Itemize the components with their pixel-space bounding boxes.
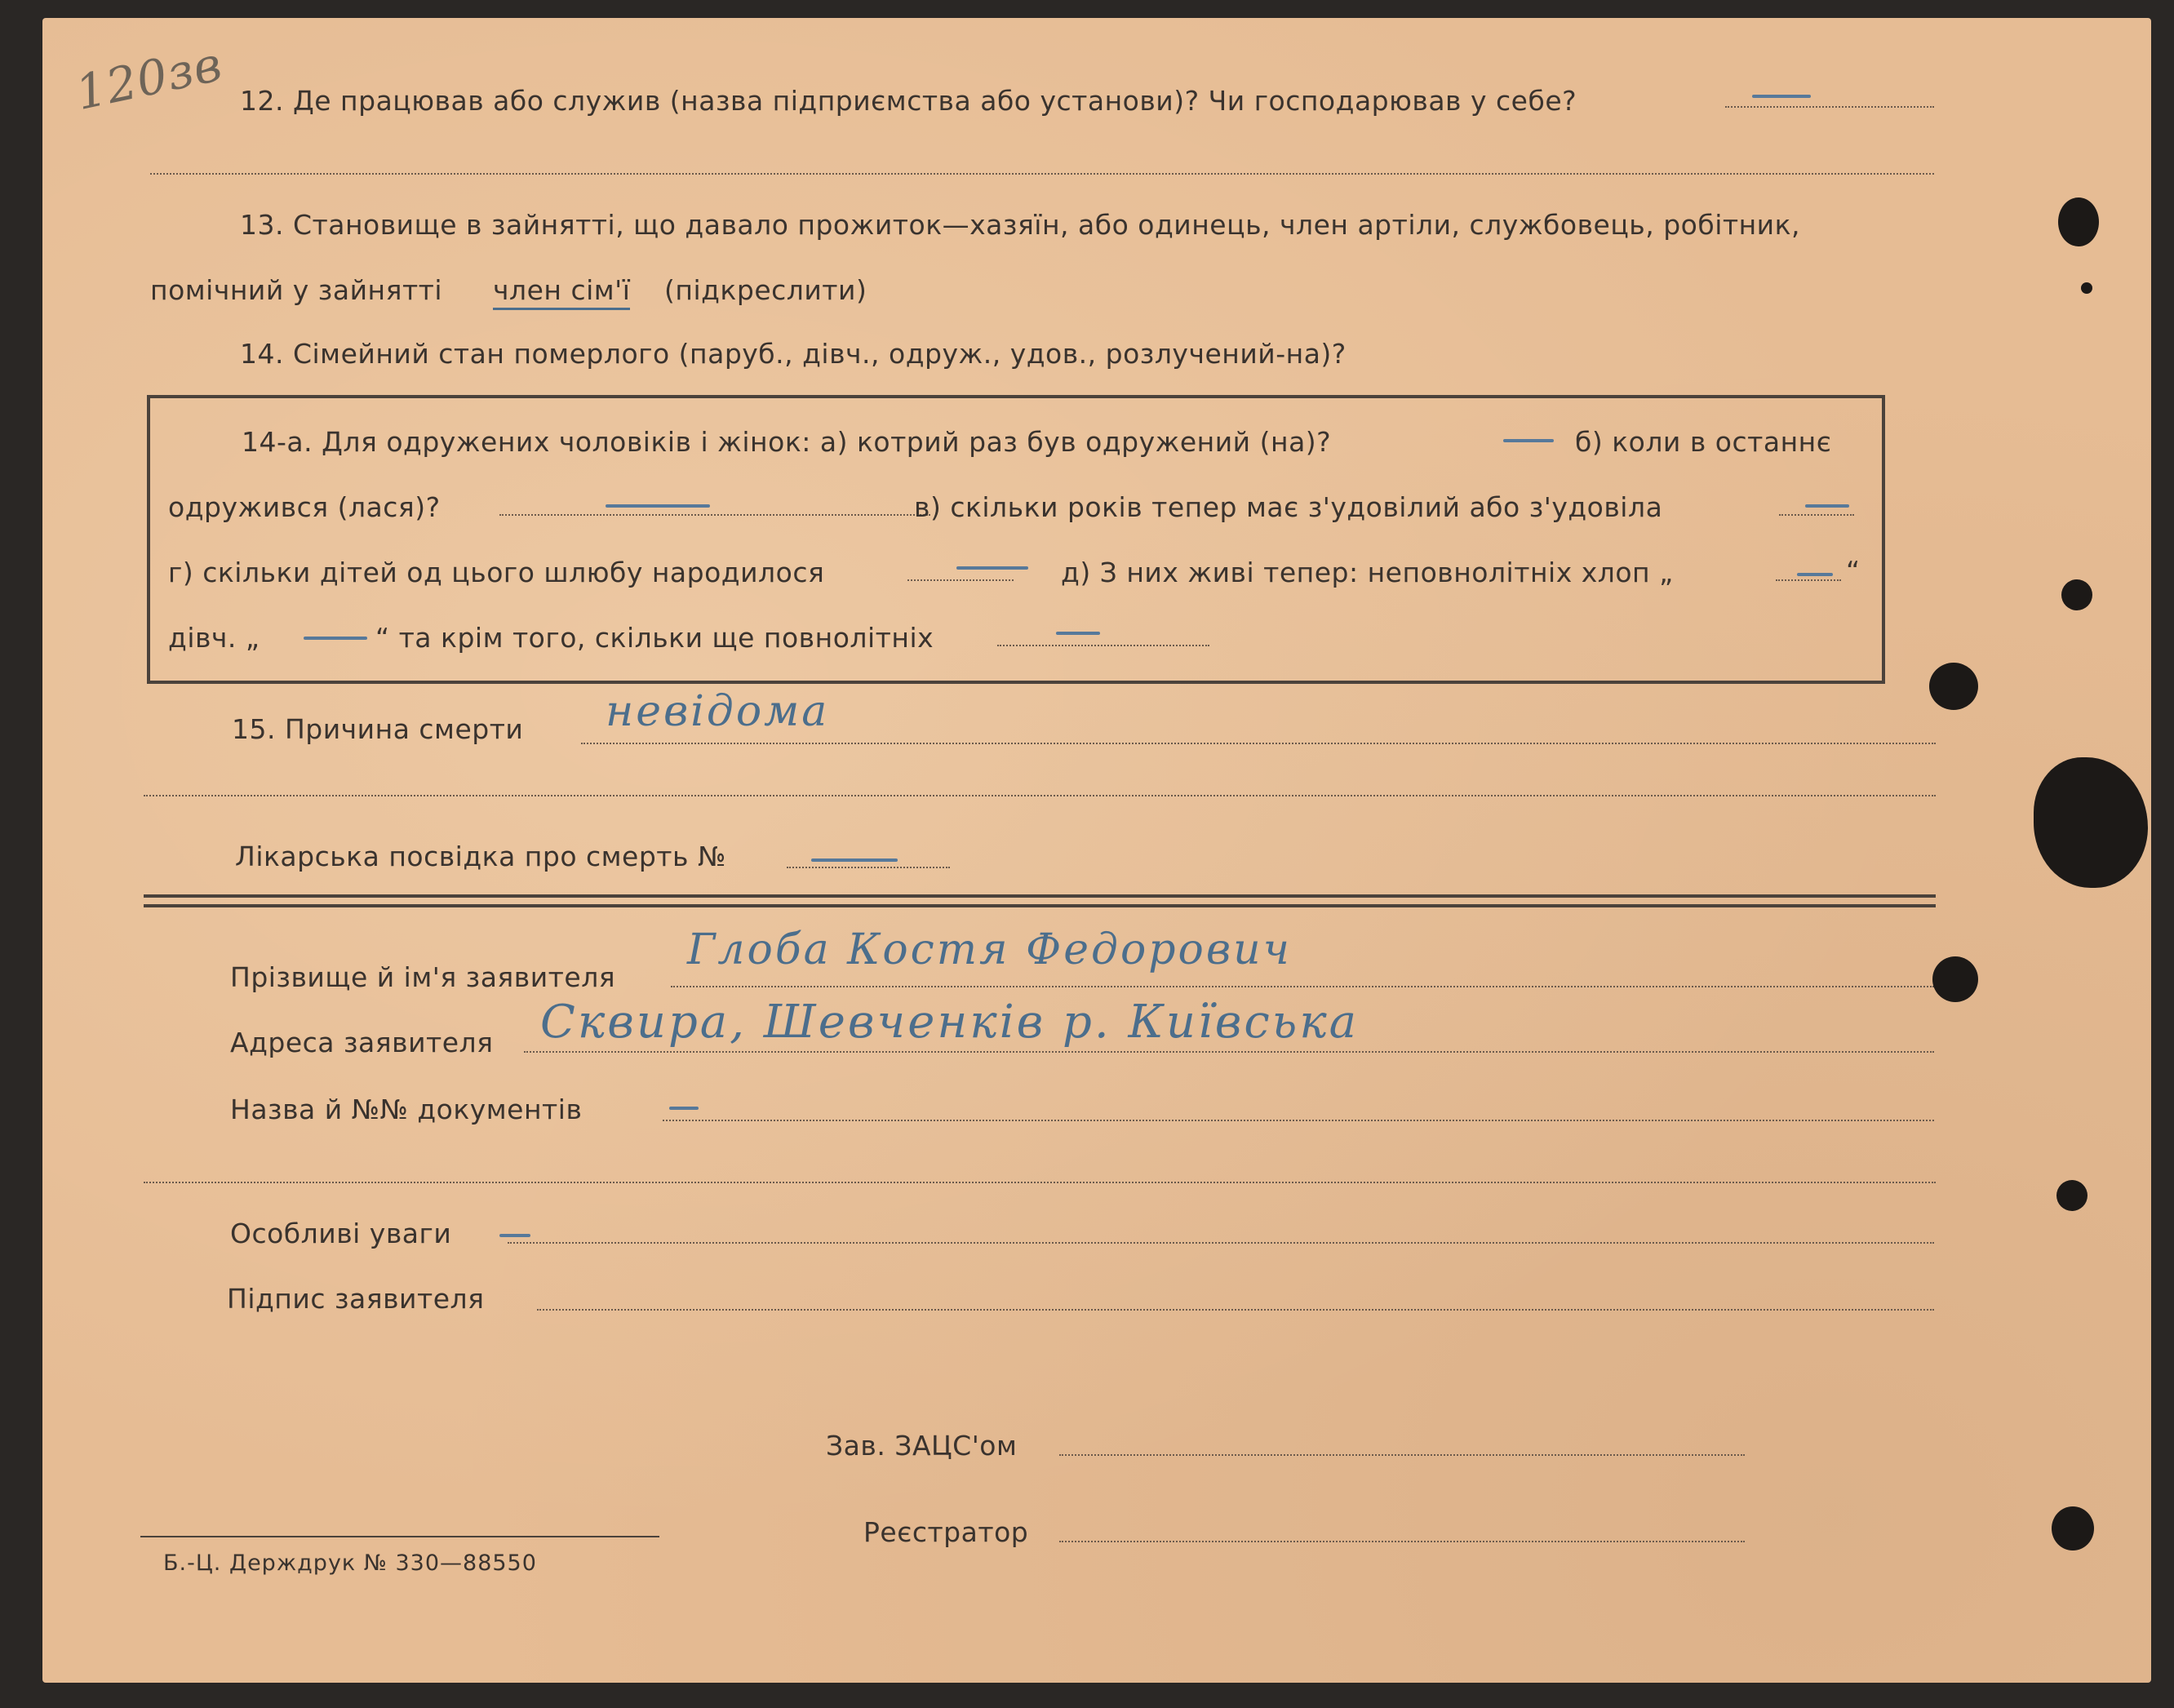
dash-mark — [1752, 95, 1811, 98]
question-14a-line-2a: одружився (лася)? — [168, 491, 441, 523]
question-14a-line-2b: в) скільки років тепер має з'удовілий або з'удовіла — [914, 491, 1663, 523]
answer-line — [1059, 1541, 1745, 1542]
dash-mark — [811, 858, 898, 862]
archive-number: 120зв — [70, 35, 228, 122]
question-15: 15. Причина смерти — [232, 713, 524, 745]
burn-hole — [2034, 757, 2148, 888]
question-14a-line-1: 14-а. Для одружених чоловіків і жінок: а) котрий раз був одружений (на)? — [242, 426, 1332, 458]
answer-line — [1725, 106, 1934, 108]
answer-line — [671, 986, 1934, 987]
punch-hole — [2061, 579, 2092, 610]
form-sheet — [42, 18, 2151, 1683]
question-12: 12. Де працював або служив (назва підприємства або установи)? Чи господарював у себе? — [240, 85, 1577, 117]
notes-label: Особливі уваги — [230, 1218, 452, 1249]
punch-hole — [1929, 663, 1978, 710]
answer-line — [663, 1120, 1934, 1121]
punch-hole — [2058, 197, 2099, 246]
answer-line — [1059, 1454, 1745, 1456]
question-13-note: (підкреслити) — [664, 274, 867, 306]
applicant-address-label: Адреса заявителя — [230, 1027, 494, 1058]
dash-mark — [1805, 504, 1849, 508]
signature-label: Підпис заявителя — [227, 1283, 485, 1315]
answer-line — [997, 645, 1209, 646]
dash-mark — [499, 1234, 530, 1237]
punch-hole — [1932, 956, 1978, 1002]
dash-mark — [669, 1107, 699, 1110]
answer-line — [524, 1051, 1934, 1053]
question-14a-line-3b: д) З них живі тепер: неповнолітніх хлоп „ — [1061, 557, 1674, 588]
question-14a-line-1b: б) коли в останнє — [1575, 426, 1832, 458]
question-13-line-2: помічний у зайнятті — [150, 274, 443, 306]
registrar-label: Реєстратор — [863, 1516, 1029, 1548]
answer-line — [1776, 579, 1841, 581]
answer-line — [144, 795, 1936, 796]
answer-line — [144, 1182, 1936, 1183]
punch-hole — [2081, 282, 2092, 294]
dash-mark — [956, 566, 1028, 570]
answer-line — [150, 173, 1934, 175]
answer-line — [907, 579, 1014, 581]
answer-line — [537, 1309, 1934, 1311]
section-divider — [144, 904, 1936, 907]
dash-mark — [1797, 573, 1833, 576]
dash-mark — [304, 637, 367, 640]
punch-hole — [2052, 1506, 2094, 1551]
death-certificate-label: Лікарська посвідка про смерть № — [235, 841, 726, 872]
section-divider — [144, 894, 1936, 898]
documents-label: Назва й №№ документів — [230, 1094, 583, 1125]
imprint-rule — [140, 1536, 659, 1537]
question-14a-line-4a: дівч. „ — [168, 622, 260, 654]
answer-line — [508, 1242, 1934, 1244]
answer-line — [1779, 514, 1854, 516]
question-14a-line-3c: “ — [1846, 555, 1861, 587]
punch-hole — [2056, 1180, 2087, 1211]
applicant-address-value: Сквира, Шевченків р. Київська — [540, 996, 1360, 1049]
applicant-name-value: Глоба Костя Федорович — [687, 925, 1292, 974]
answer-line — [787, 867, 950, 868]
question-14: 14. Сімейний стан померлого (паруб., дівч., одруж., удов., розлучений-на)? — [240, 338, 1347, 370]
printer-imprint: Б.-Ц. Держдрук № 330—88550 — [163, 1551, 537, 1576]
question-14a-line-4b: “ та крім того, скільки ще повнолітніх — [375, 622, 934, 654]
cause-of-death-answer: невідома — [606, 687, 830, 736]
applicant-name-label: Прізвище й ім'я заявителя — [230, 961, 616, 993]
dash-mark — [606, 504, 710, 508]
head-label: Зав. ЗАЦС'ом — [826, 1430, 1018, 1462]
dash-mark — [1503, 439, 1554, 442]
question-13-line-1: 13. Становище в зайнятті, що давало прожиток—хазяїн, або одинець, член артіли, службовець, робітник, — [240, 209, 1801, 241]
question-14a-line-3a: г) скільки дітей од цього шлюбу народилося — [168, 557, 825, 588]
answer-line — [499, 514, 930, 516]
question-13-underlined: член сім'ї — [493, 274, 630, 310]
dash-mark — [1056, 632, 1100, 635]
answer-line — [581, 743, 1936, 744]
